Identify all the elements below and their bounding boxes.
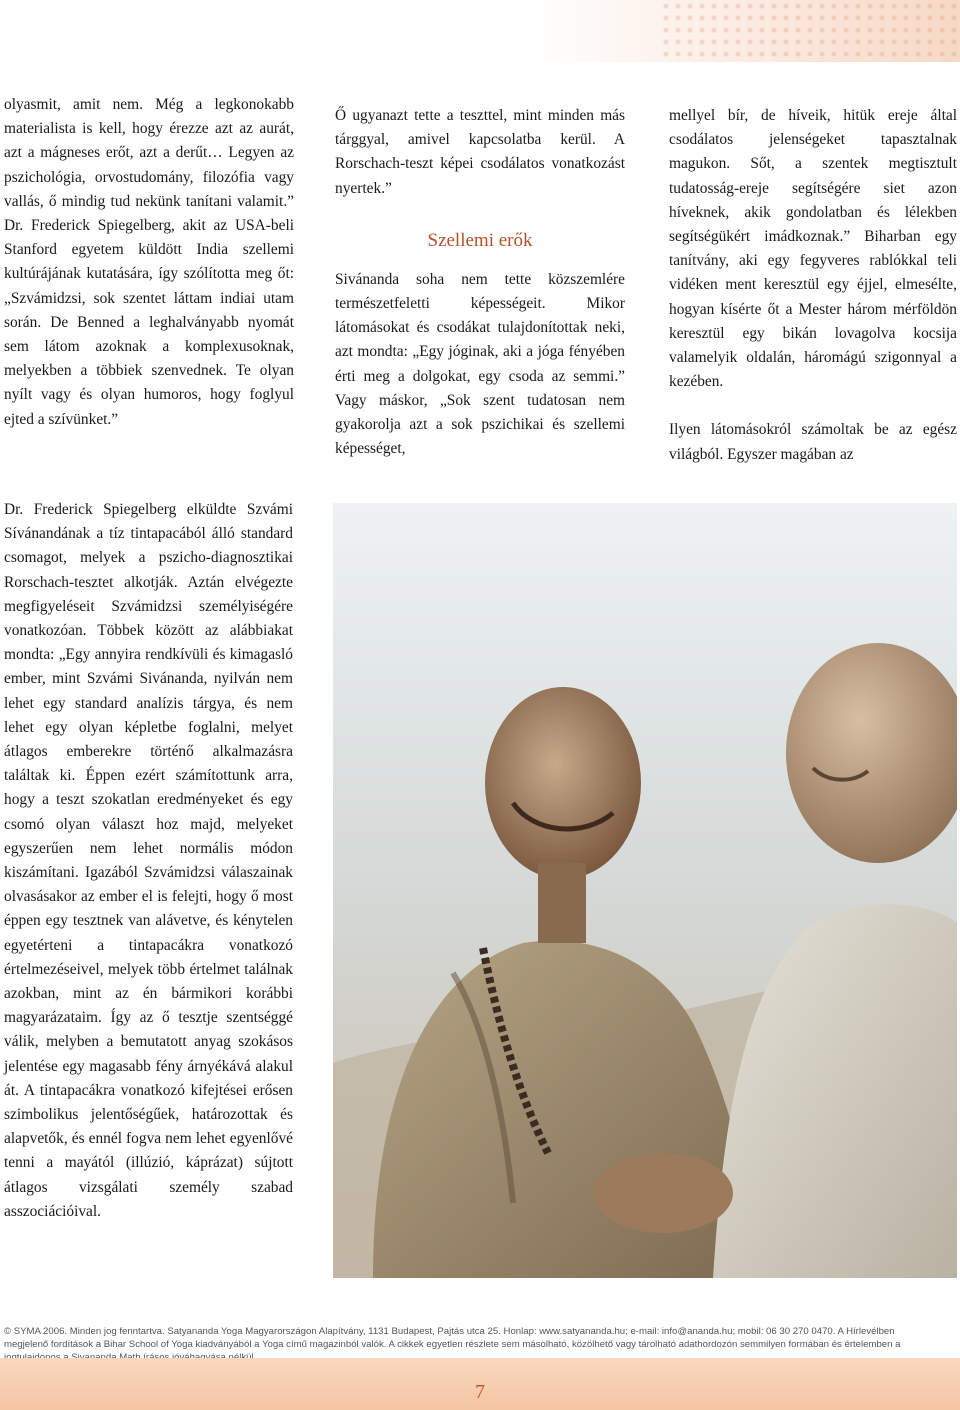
column-1-bottom-paragraph: Dr. Frederick Spiegelberg elküldte Szvámi Sívánandának a tíz tintapacából álló standard csomagot, melyek a pszicho-diagnosztikai Rorschach-tesztet alkotják. Aztán elvégezte megfigyeléseit Szvámidzsi személyiségére vonatkozóan. Többek között az alábbiakat mondta: „Egy annyira rendkívüli és kimagasló ember, mint Szvámi Sivánanda, nyilván nem lehet egy standard analízis tárgya, és nem lehet egy olyan képletbe foglalni, melyet átlagos emberekre történő alkalmazásra találtak ki. Éppen ezért számítottunk arra, hogy a teszt szokatlan eredményeket és egy csomó olyan választ hoz majd, melyeket egyszerűen nem lehet normális módon kiszámítani. Igazából Szvámidzsi válaszainak olvasásakor az ember el is felejti, hogy ő most éppen egy tesztnek van alávetve, és kénytelen egyetérteni a tintapacákra vonatkozó értelmezéseivel, melyek több értelmet találnak azokban, mint az én bármikori korábbi magyarázataim. Így az ő tesztje szentséggé válik, melyben a bemutatott anyag szokásos jelentése egy magasabb fény árnyékává alakul át. A tintapacákra vonatkozó kifejtései erősen szimbolikus jelentőségűek, határozottak és alapvetők, és ennél fogva nem lehet egyenlővé tenni a mayától (illúzió, káprázat) sújtott átlagos vizsgálati személy szabad asszociációival. [4,501,293,1220]
photo-illustration [333,503,957,1278]
column-2-paragraph-2: Sivánanda soha nem tette közszemlére természetfeletti képességeit. Mikor látomásokat és csodákat tulajdonítottak neki, azt mondta: „Egy jóginak, aki a jóga fényében érti meg a dolgokat, egy csoda az semmi.” Vagy máskor, „Sok szent tudatosan nem gyakorolja azt a sok pszichikai és szellemi képességet, [335,270,625,458]
top-decorative-band [0,0,960,62]
column-3 [669,104,957,467]
top-dot-pattern [660,0,960,62]
page-number: 7 [475,1381,485,1403]
column-2 [335,104,625,461]
photo-two-swamis [333,503,957,1278]
footer-line-2: megjelenő fordítások a Bihar School of Yoga kiadványából a Yoga című magazinból valók. A cikkek egyetlen részlete sem másolható, közölhető vagy tárolható adathordozón semmilyen formában és értelemben a [4,1339,901,1350]
section-heading: Szellemi erők [427,229,533,251]
column-2-paragraph-1: Ő ugyanazt tette a teszttel, mint minden más tárggyal, amivel kapcsolatba kerül. A Rorschach-teszt képei csodálatos vonatkozást nyertek.” [335,107,625,197]
column-3-paragraph-1: mellyel bír, de híveik, hitük ereje által csodálatos jelenségeket tapasztalnak magukon. Sőt, a szentek megtisztult tudatosság-ereje segítségére siet azon híveknek, akik gondolatban és lélekben segítségükért imádkoznak.” Biharban egy tanítvány, aki egy fegyveres rablókkal teli vidéken ment keresztül egy éjjel, elmesélte, hogyan kísérte őt a Mester három mérföldön keresztül egy bikán lovagolva kocsija valamelyik oldalán, háromágú szigonnyal a kezében. [669,107,957,391]
column-1-paragraph: olyasmit, amit nem. Még a legkonokabb materialista is kell, hogy érezze azt az aurát, azt a mágneses erőt, azt a derűt… Legyen az pszichológia, orvostudomány, filozófia vagy vallás, ő mindig tud nekünk tanítani valamit.” Dr. Frederick Spiegelberg, akit az USA-beli Stanford egyetem küldött India szellemi kultúrájának kutatására, így szólította meg őt: „Szvámidzsi, sok szentet láttam indiai utam során. De Benned a leghalványabb nyomát sem látom azoknak a komplexusoknak, melyekben a többiek szenvednek. Te olyan nyílt vagy és olyan humoros, hogy foglyul ejted a szívünket.” [4,96,294,428]
column-3-paragraph-2: Ilyen látomásokról számoltak be az egész világból. Egyszer magában az [669,421,957,463]
column-1-bottom [4,498,293,1224]
column-1-top [4,93,294,432]
footer-line-1: © SYMA 2006. Minden jog fenntartva. Satyananda Yoga Magyarországon Alapítvány, 1131 Budapest, Pajtás utca 25. Honlap: www.satyananda.hu; e-mail: info@ananda.hu; mobil: 06 30 270 0470. A Hírlevélben [4,1326,895,1337]
